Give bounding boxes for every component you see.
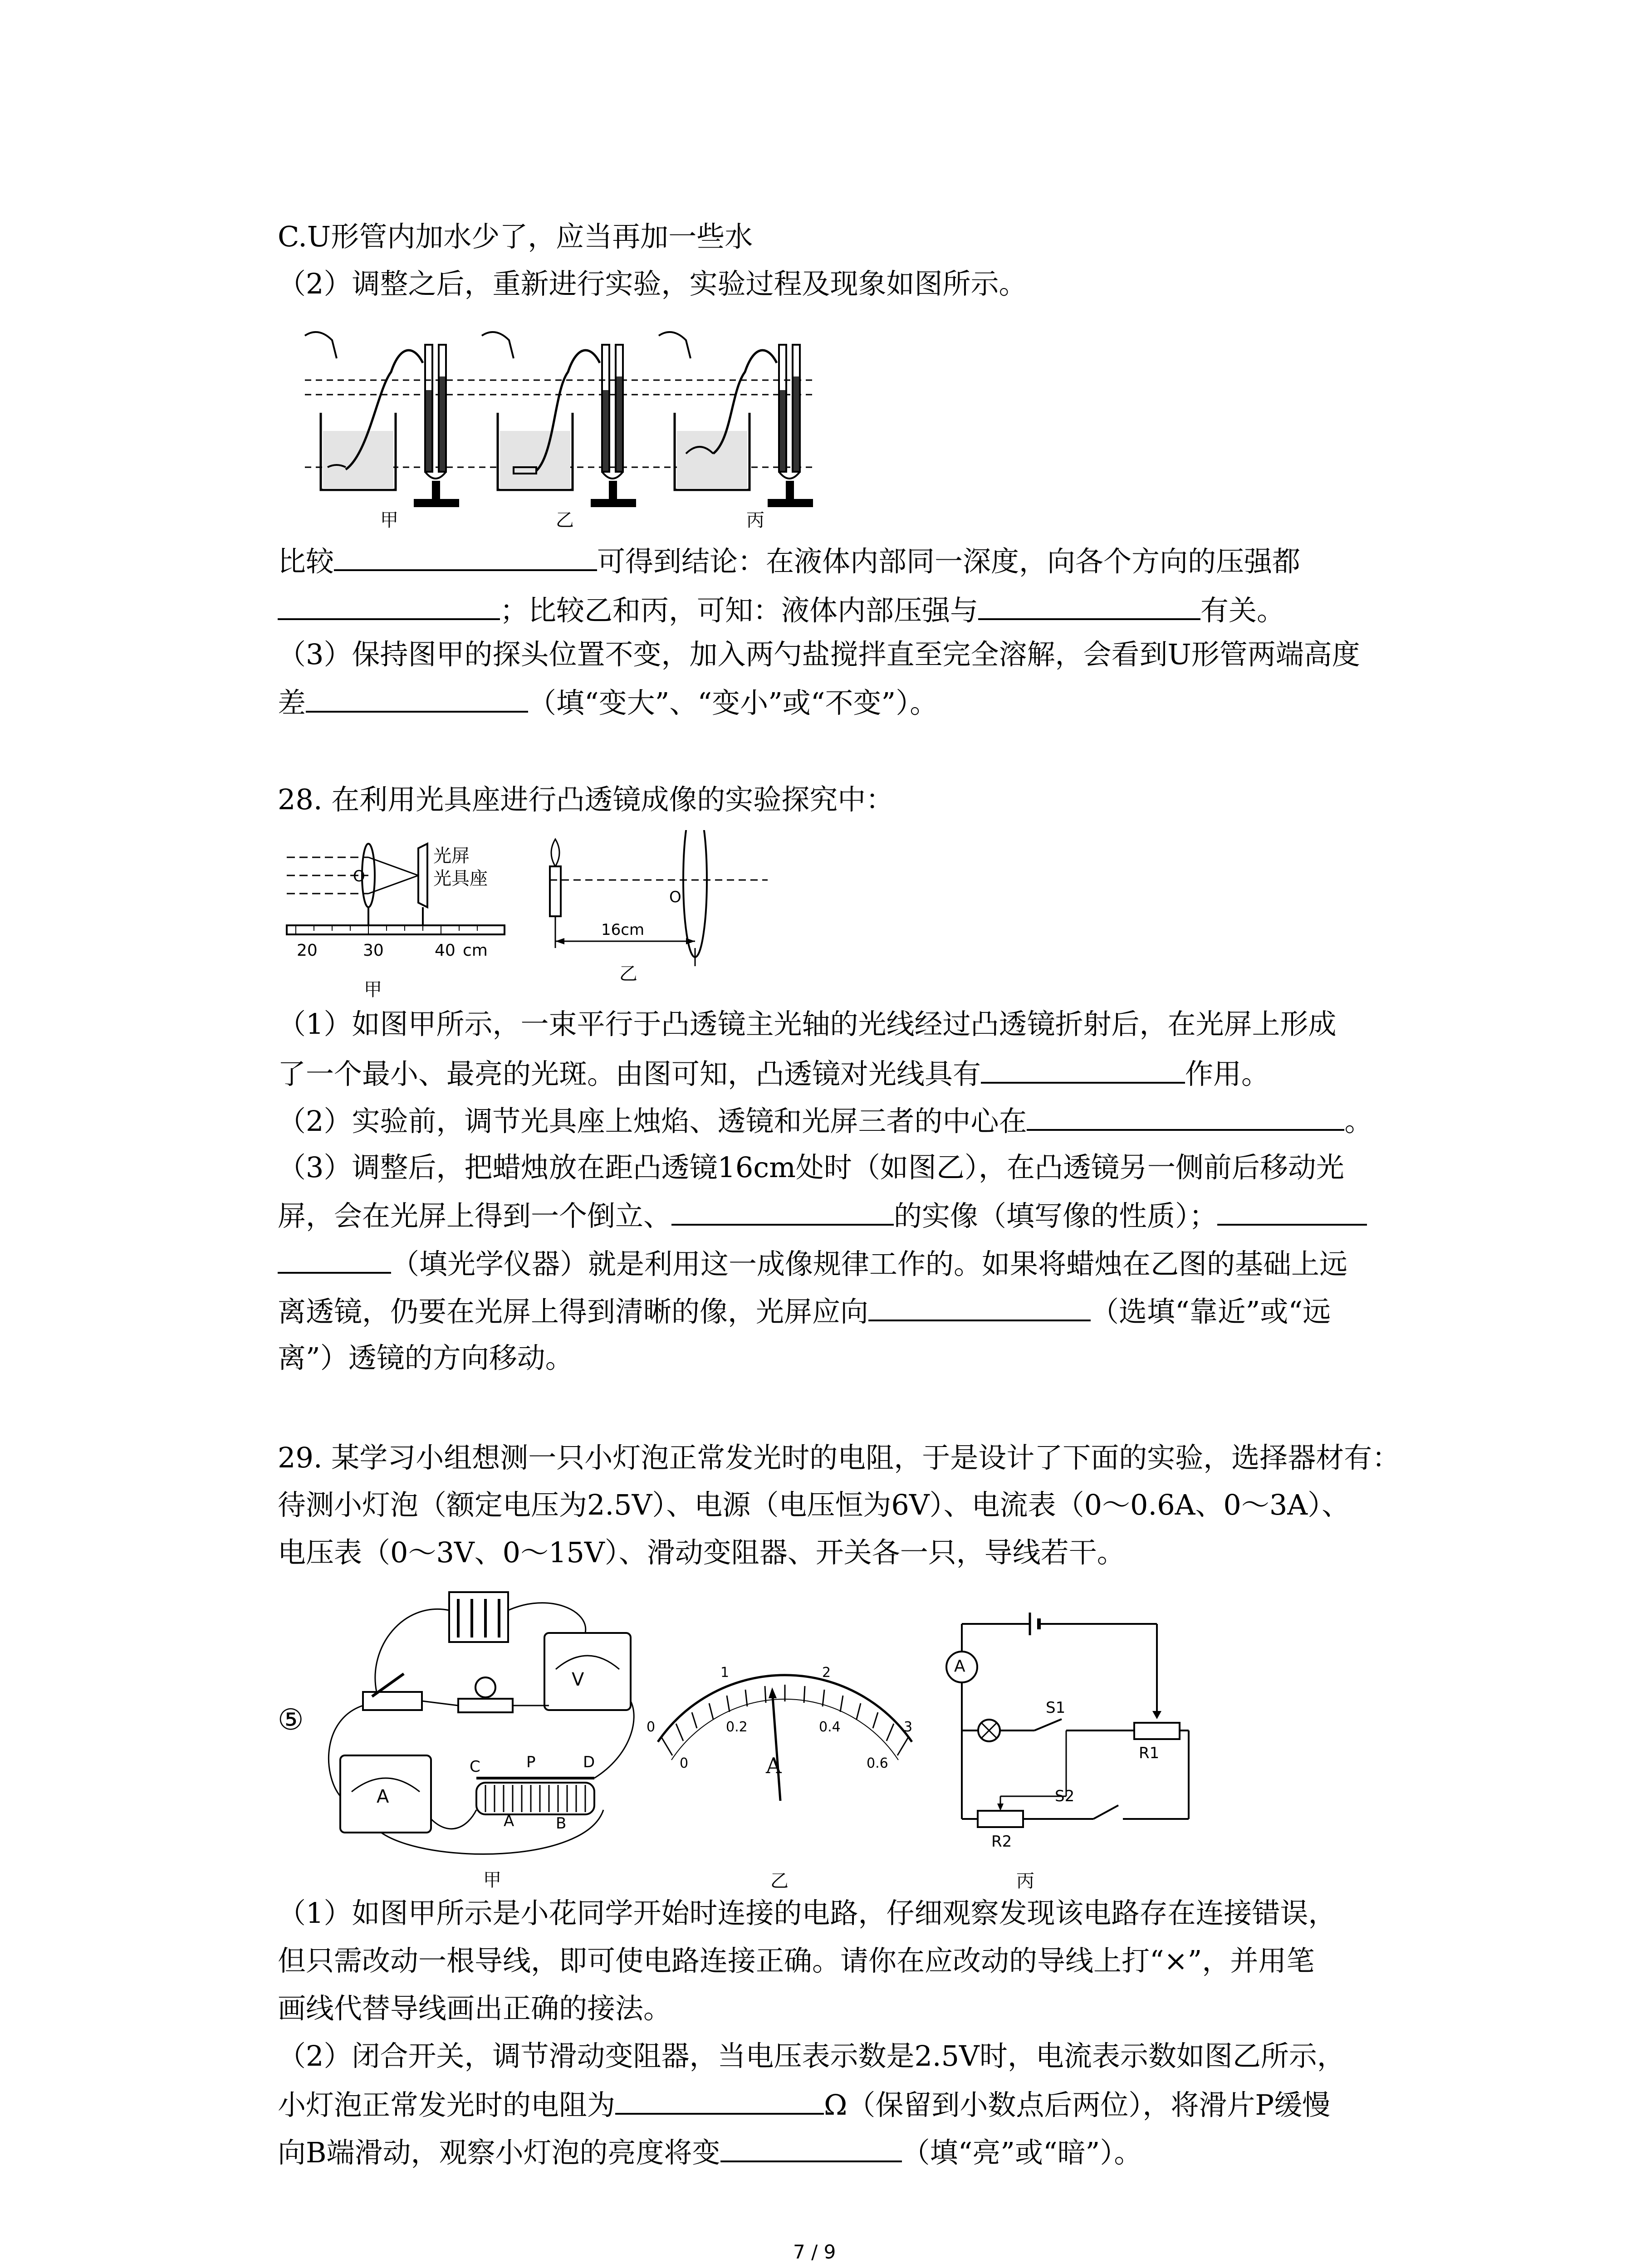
q28-p3-e: 离透镜，仍要在光屏上得到清晰的像，光屏应向 [278, 1295, 869, 1328]
q27-caption-jia: 甲 [380, 510, 398, 531]
q28-p2-line [278, 1102, 1372, 1139]
q28-distance-label: 16cm [601, 921, 645, 939]
q29-stem-line2: 待测小灯泡（额定电压为2.5V）、电源（电压恒为6V）、电流表（0～0.6A、0～3A）、 [278, 1488, 1350, 1521]
q28-fig-yi [550, 830, 768, 966]
q27-part3-line1: （3）保持图甲的探头位置不变，加入两勺盐搅拌直至完全溶解，会看到U形管两端高度 [278, 638, 1360, 671]
q29-terminal-b: B [556, 1814, 567, 1833]
q28-blank-2[interactable] [1027, 1102, 1344, 1131]
q28-lens-figure [278, 830, 777, 993]
q29-fig-jia-circuit [313, 1583, 676, 1855]
q28-stem: 28. 在利用光具座进行凸透镜成像的实验探究中： [278, 783, 894, 816]
setup-jia [305, 332, 459, 507]
q29-dial-top-2: 2 [822, 1665, 831, 1681]
q29-r2-label: R2 [991, 1833, 1012, 1851]
q29-caption-jia: 甲 [483, 1870, 501, 1891]
q28-blank-5[interactable] [868, 1292, 1091, 1321]
q29-dial-bottom-0: 0 [680, 1755, 689, 1771]
q28-p3-line2 [278, 1197, 1367, 1234]
q29-stem-line3: 电压表（0～3V、0～15V）、滑动变阻器、开关各一只，导线若干。 [278, 1536, 1125, 1569]
q28-p2-b: 。 [1344, 1105, 1373, 1138]
q28-tick-30: 30 [363, 941, 384, 960]
q28-yi-point-o: O [669, 888, 681, 906]
setup-yi [482, 332, 636, 507]
q29-blank-1[interactable] [615, 2086, 824, 2115]
q28-p1-line1: （1）如图甲所示，一束平行于凸透镜主光轴的光线经过凸透镜折射后，在光屏上形成 [278, 1007, 1337, 1041]
q29-blank-2[interactable] [720, 2133, 902, 2162]
q28-p1-c: 作用。 [1185, 1057, 1270, 1090]
q28-p3-line1: （3）调整后，把蜡烛放在距凸透镜16cm处时（如图乙），在凸透镜另一侧前后移动光 [278, 1151, 1344, 1184]
q28-p3-line3 [278, 1245, 1347, 1282]
q29-schematic-ammeter-label: A [954, 1657, 965, 1676]
q27-option-c: C.U形管内加水少了，应当再加一些水 [278, 220, 753, 253]
q27-part2: （2）调整之后，重新进行实验，实验过程及现象如图所示。 [278, 267, 1027, 300]
q29-p2-c: Ω（保留到小数点后两位），将滑片P缓慢 [824, 2088, 1331, 2121]
q27-compare-a: 比较 [278, 545, 334, 578]
q29-p2-e: （填“亮”或“暗”）。 [901, 2136, 1142, 2169]
q29-circle-number: ⑤ [278, 1703, 304, 1737]
q29-p2-b: 小灯泡正常发光时的电阻为 [278, 2088, 616, 2121]
q28-blank-3[interactable] [671, 1197, 894, 1226]
q29-caption-bing: 丙 [1016, 1871, 1034, 1892]
q28-p2-a: （2）实验前，调节光具座上烛焰、透镜和光屏三者的中心在 [278, 1105, 1027, 1138]
q27-blank-4[interactable] [306, 684, 528, 713]
q27-caption-yi: 乙 [556, 510, 574, 531]
q29-p1-line2: 但只需改动一根导线，即可使电路连接正确。请你在应改动的导线上打“×”，并用笔 [278, 1944, 1315, 1977]
q28-tick-40: 40 [435, 941, 456, 960]
q28-blank-1[interactable] [981, 1055, 1185, 1084]
q29-dial-bottom-06: 0.6 [867, 1755, 888, 1771]
q27-compare-line2 [278, 591, 1285, 629]
q29-p1-line3: 画线代替导线画出正确的接法。 [278, 1992, 672, 2025]
q28-screen-label: 光屏 [433, 846, 470, 866]
q27-pressure-figure [278, 318, 822, 535]
q29-dial-top-0: 0 [647, 1719, 656, 1735]
q28-p3-line4 [278, 1292, 1331, 1330]
q29-p2-d: 向B端滑动，观察小灯泡的亮度将变 [278, 2136, 720, 2169]
q29-p2-line2 [278, 2086, 1330, 2123]
q28-p1-b: 了一个最小、最亮的光斑。由图可知，凸透镜对光线具有 [278, 1057, 981, 1090]
q27-part3-c: （填“变大”、“变小”或“不变”）。 [528, 686, 938, 719]
q29-stem-line1: 29. 某学习小组想测一只小灯泡正常发光时的电阻，于是设计了下面的实验，选择器材有： [278, 1441, 1401, 1474]
q28-p1-line2 [278, 1055, 1269, 1092]
q29-terminal-p: P [526, 1753, 536, 1771]
q27-blank-3[interactable] [978, 591, 1200, 620]
q28-p3-f: （选填“靠近”或“远 [1091, 1295, 1331, 1328]
q29-dial-top-3: 3 [904, 1719, 913, 1735]
q27-caption-bing: 丙 [746, 510, 764, 531]
q29-ammeter-label: A [377, 1786, 389, 1807]
q29-dial-bottom-02: 0.2 [726, 1719, 748, 1735]
q28-blank-4a[interactable] [1217, 1197, 1367, 1226]
q27-compare-line1 [278, 542, 1300, 580]
q27-blank-1[interactable] [334, 542, 597, 571]
q28-bench-label: 光具座 [433, 868, 488, 889]
q29-dial-bottom-04: 0.4 [819, 1719, 841, 1735]
q29-fig-yi-dial [644, 1651, 926, 1823]
q27-compare-c: ；比较乙和丙，可知：液体内部压强与 [500, 594, 979, 627]
q28-p3-c: 的实像（填写像的性质）； [894, 1199, 1218, 1232]
q29-p1-line1: （1）如图甲所示是小花同学开始时连接的电路，仔细观察发现该电路存在连接错误， [278, 1897, 1337, 1930]
q29-p2-line3 [278, 2133, 1142, 2171]
q28-p3-d: （填光学仪器）就是利用这一成像规律工作的。如果将蜡烛在乙图的基础上远 [391, 1247, 1348, 1281]
q27-compare-b: 可得到结论：在液体内部同一深度，向各个方向的压强都 [597, 545, 1301, 578]
q29-terminal-a: A [504, 1812, 514, 1830]
q28-p3-line5: 离”）透镜的方向移动。 [278, 1341, 573, 1374]
q28-caption-jia: 甲 [364, 979, 382, 1000]
q29-dial-top-1: 1 [720, 1665, 730, 1681]
q28-tick-20: 20 [297, 941, 318, 960]
q29-r1-label: R1 [1139, 1744, 1160, 1762]
q29-p2-line1: （2）闭合开关，调节滑动变阻器，当电压表示数是2.5V时，电流表示数如图乙所示， [278, 2039, 1345, 2072]
q29-dial-unit: A [766, 1753, 782, 1779]
q27-part3-line2 [278, 684, 938, 721]
q27-part3-b: 差 [278, 686, 306, 719]
q29-caption-yi: 乙 [770, 1871, 789, 1892]
q28-jia-point-o: O [353, 867, 365, 885]
setup-bing [659, 332, 813, 507]
q28-blank-4b[interactable] [278, 1245, 391, 1274]
q29-voltmeter-label: V [572, 1669, 584, 1690]
q29-terminal-d: D [583, 1753, 595, 1771]
q27-blank-2[interactable] [278, 591, 500, 620]
q27-compare-d: 有关。 [1200, 594, 1285, 627]
q29-s2-label: S2 [1055, 1787, 1075, 1805]
q29-s1-label: S1 [1046, 1699, 1066, 1717]
q29-terminal-c: C [470, 1758, 480, 1776]
q28-p3-b: 屏，会在光屏上得到一个倒立、 [278, 1199, 672, 1232]
q28-unit-cm: cm [463, 941, 488, 960]
q29-fig-bing-schematic [935, 1606, 1207, 1860]
q28-caption-yi: 乙 [619, 963, 637, 984]
page-number: 7 / 9 [793, 2241, 836, 2263]
